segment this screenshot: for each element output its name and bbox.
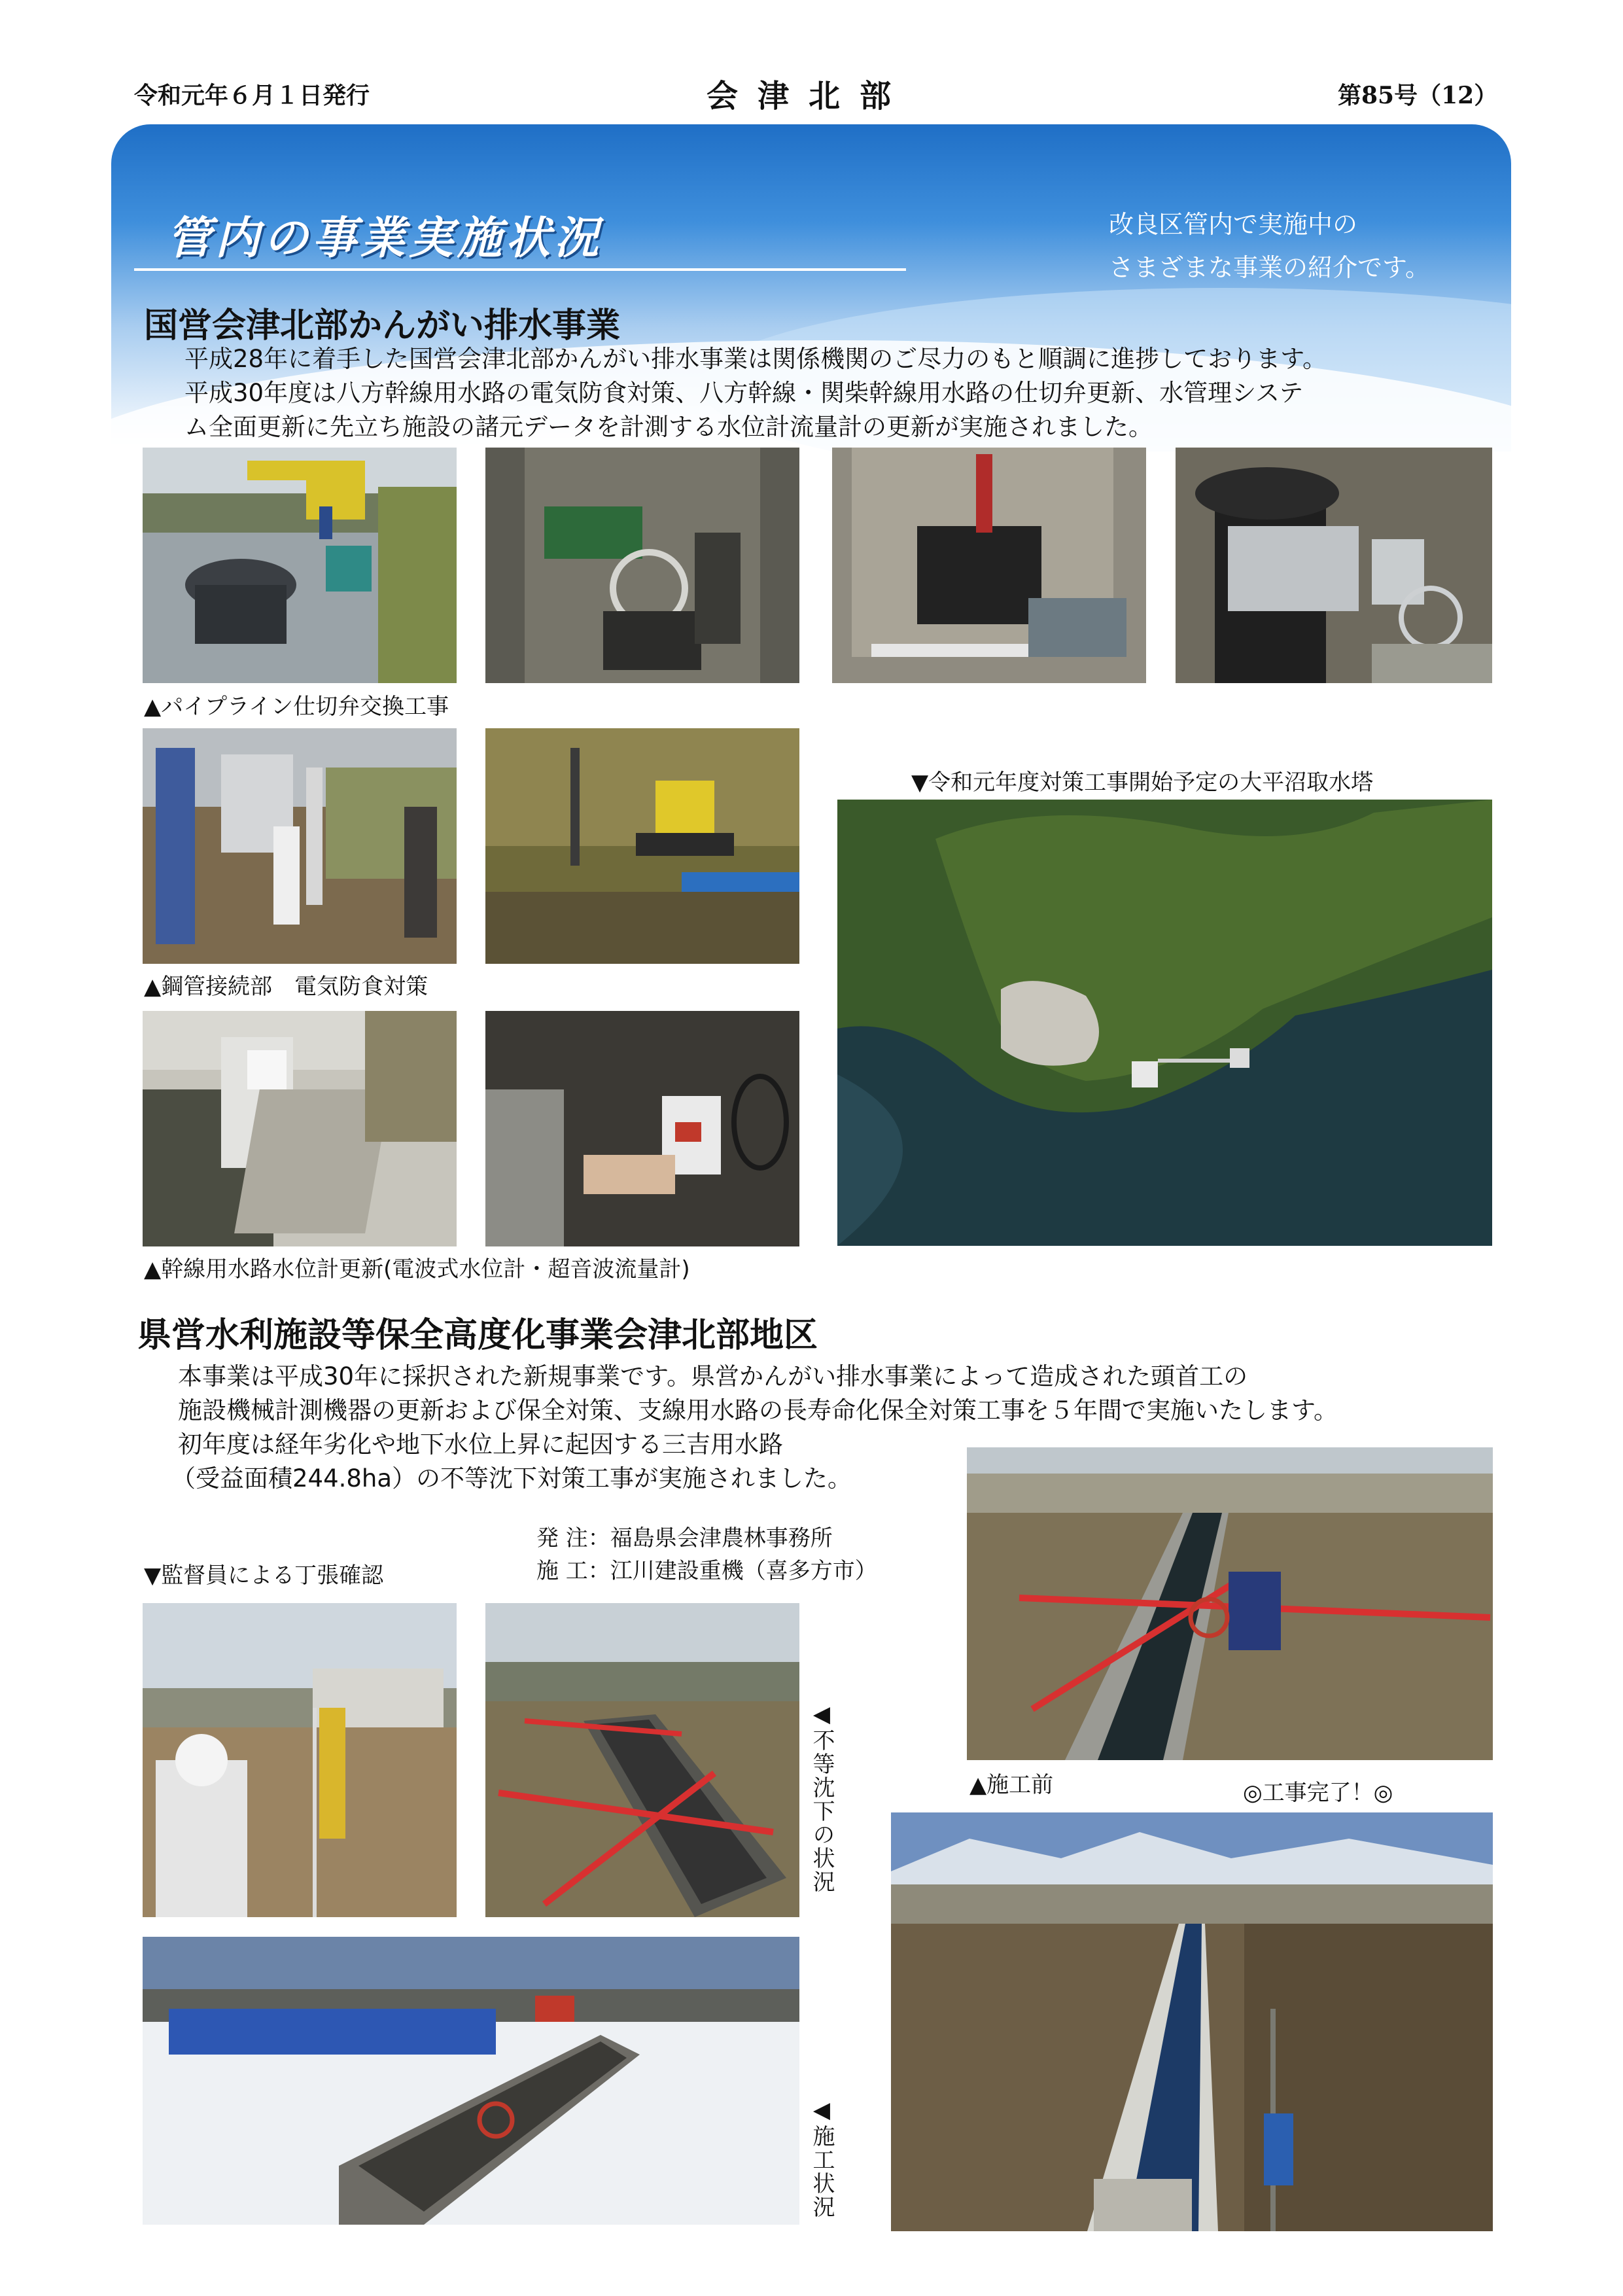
- section1-title: 国営会津北部かんがい排水事業: [144, 306, 621, 345]
- caption-pipeline-valve: ▲パイプライン仕切弁交換工事: [144, 694, 449, 720]
- banner-underline: [134, 268, 906, 271]
- contractor-credit: 施 工：江川建設重機（喜多方市）: [536, 1558, 877, 1584]
- orderer-credit: 発 注：福島県会津農林事務所: [536, 1525, 833, 1551]
- photo-steel-pipe-workers: [143, 728, 457, 964]
- banner-subtitle-line1: 改良区管内で実施中の: [1109, 210, 1358, 239]
- issue-number: 第85号（12）: [1338, 82, 1498, 109]
- section2-title: 県営水利施設等保全高度化事業会津北部地区: [137, 1315, 818, 1355]
- caption-construction-status: ◀施工状況: [809, 2097, 835, 2219]
- section2-para-line3: 初年度は経年劣化や地下水位上昇に起因する三吉用水路: [178, 1430, 783, 1458]
- caption-complete: ◎工事完了！◎: [1243, 1780, 1393, 1806]
- issue-date: 令和元年６月１日発行: [134, 82, 370, 109]
- photo-new-valve-installed: [1176, 448, 1492, 683]
- section2-para-line2: 施設機械計測機器の更新および保全対策、支線用水路の長寿命化保全対策工事を５年間で実施いたします。: [178, 1396, 1338, 1424]
- section1-para-line2: 平成30年度は八方幹線用水路の電気防食対策、八方幹線・関柴幹線用水路の仕切弁更新、水管理システ: [184, 379, 1304, 407]
- section2-para-line1: 本事業は平成30年に採択された新規事業です。県営かんがい排水事業によって造成された頭首工の: [178, 1362, 1248, 1390]
- photo-subsidence-canal: [485, 1603, 799, 1917]
- photo-pipeline-valve-excavator: [143, 448, 457, 683]
- caption-inspection: ▼監督員による丁張確認: [144, 1563, 384, 1589]
- photo-after-completion: [891, 1812, 1493, 2231]
- photo-valve-pit-sign: [485, 448, 799, 683]
- photo-surveyor-inspection: [143, 1603, 457, 1917]
- caption-steel-pipe: ▲鋼管接続部 電気防食対策: [144, 974, 428, 1000]
- photo-excavator-forest: [485, 728, 799, 964]
- photo-intake-tower-aerial: [837, 800, 1492, 1246]
- banner-subtitle-line2: さまざまな事業の紹介です。: [1109, 253, 1430, 282]
- photo-valve-pit-fittings: [832, 448, 1146, 683]
- publication-title: 会津北部: [707, 78, 911, 115]
- caption-intake-tower: ▼令和元年度対策工事開始予定の大平沼取水塔: [911, 769, 1374, 796]
- caption-before: ▲施工前: [969, 1772, 1054, 1798]
- photo-before-construction: [967, 1447, 1493, 1760]
- photo-flowmeter-installation: [485, 1011, 799, 1246]
- caption-subsidence: ◀不等沈下の状況: [809, 1701, 835, 1894]
- section1-para-line3: ム全面更新に先立ち施設の諸元データを計測する水位計流量計の更新が実施されました。: [184, 413, 1153, 441]
- caption-water-level-meter: ▲幹線用水路水位計更新(電波式水位計・超音波流量計): [144, 1256, 690, 1282]
- section1-para-line1: 平成28年に着手した国営会津北部かんがい排水事業は関係機関のご尽力のもと順調に進捗しております。: [184, 345, 1327, 373]
- photo-snow-construction: [143, 1937, 799, 2225]
- section2-para-line4: （受益面積244.8ha）の不等沈下対策工事が実施されました。: [171, 1464, 852, 1492]
- banner-title: 管内の事業実施状況: [167, 212, 603, 264]
- photo-canal-water-gauge: [143, 1011, 457, 1246]
